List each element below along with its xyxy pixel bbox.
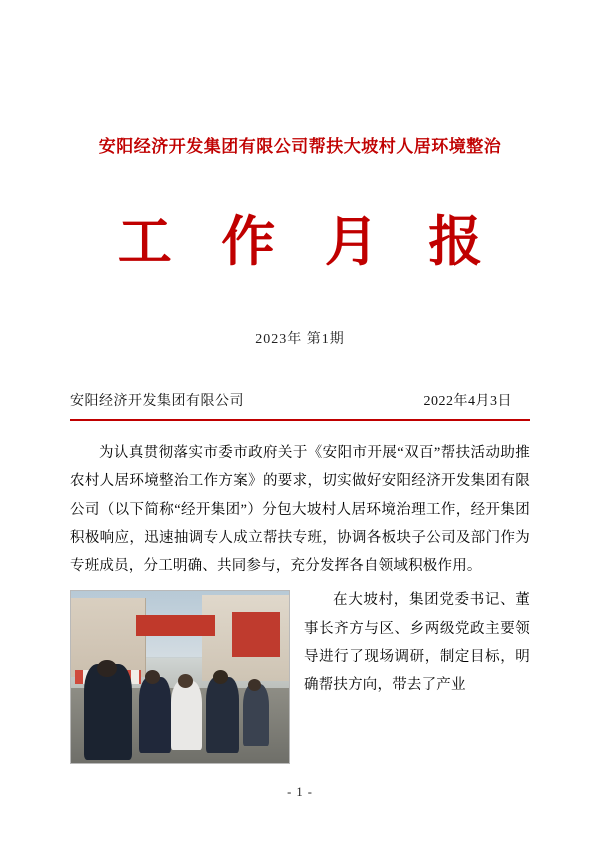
page-title: 安阳经济开发集团有限公司帮扶大坡村人居环境整治 — [98, 137, 502, 156]
body-paragraph-2: 在大坡村，集团党委书记、董事长齐方与区、乡两级党政主要领导进行了现场调研，制定目标，明确帮扶方向，带去了产业 — [304, 592, 530, 694]
photo-banner-red — [136, 615, 214, 636]
photo-person-2 — [139, 677, 172, 753]
issue-date: 2022年4月3日 — [423, 394, 512, 409]
photo-person-5-head — [248, 679, 261, 691]
document-main-title: 工 作 月 报 — [117, 212, 501, 272]
photo-text-block — [70, 580, 530, 768]
masthead-meta — [70, 348, 530, 410]
photo-person-5 — [243, 684, 269, 746]
issuer-name: 安阳经济开发集团有限公司 — [70, 394, 244, 409]
photo-person-4-head — [213, 670, 228, 684]
photo-banner-red-secondary — [232, 612, 280, 657]
photo-person-1-head — [97, 660, 117, 677]
issue-line: 2023年 第1期 — [255, 332, 345, 347]
photo-person-3 — [171, 681, 202, 750]
photo-person-1 — [84, 664, 132, 760]
site-survey-photo — [70, 590, 290, 764]
body-paragraph-1: 为认真贯彻落实市委市政府关于《安阳市开展“双百”帮扶活动助推农村人居环境整治工作方案》的要求，切实做好安阳经济开发集团有限公司（以下简称“经开集团”）分包大坡村人居环境治理工作，经开集团积极响应，迅速抽调专人成立帮扶专班，协调各板块子公司及部门作为专班成员，分工明确、共同参与，充分发挥各自领域积极作用。 — [70, 445, 530, 575]
photo-person-4 — [206, 677, 239, 753]
photo-person-3-head — [178, 674, 193, 688]
page-number: - 1 - — [287, 785, 313, 799]
